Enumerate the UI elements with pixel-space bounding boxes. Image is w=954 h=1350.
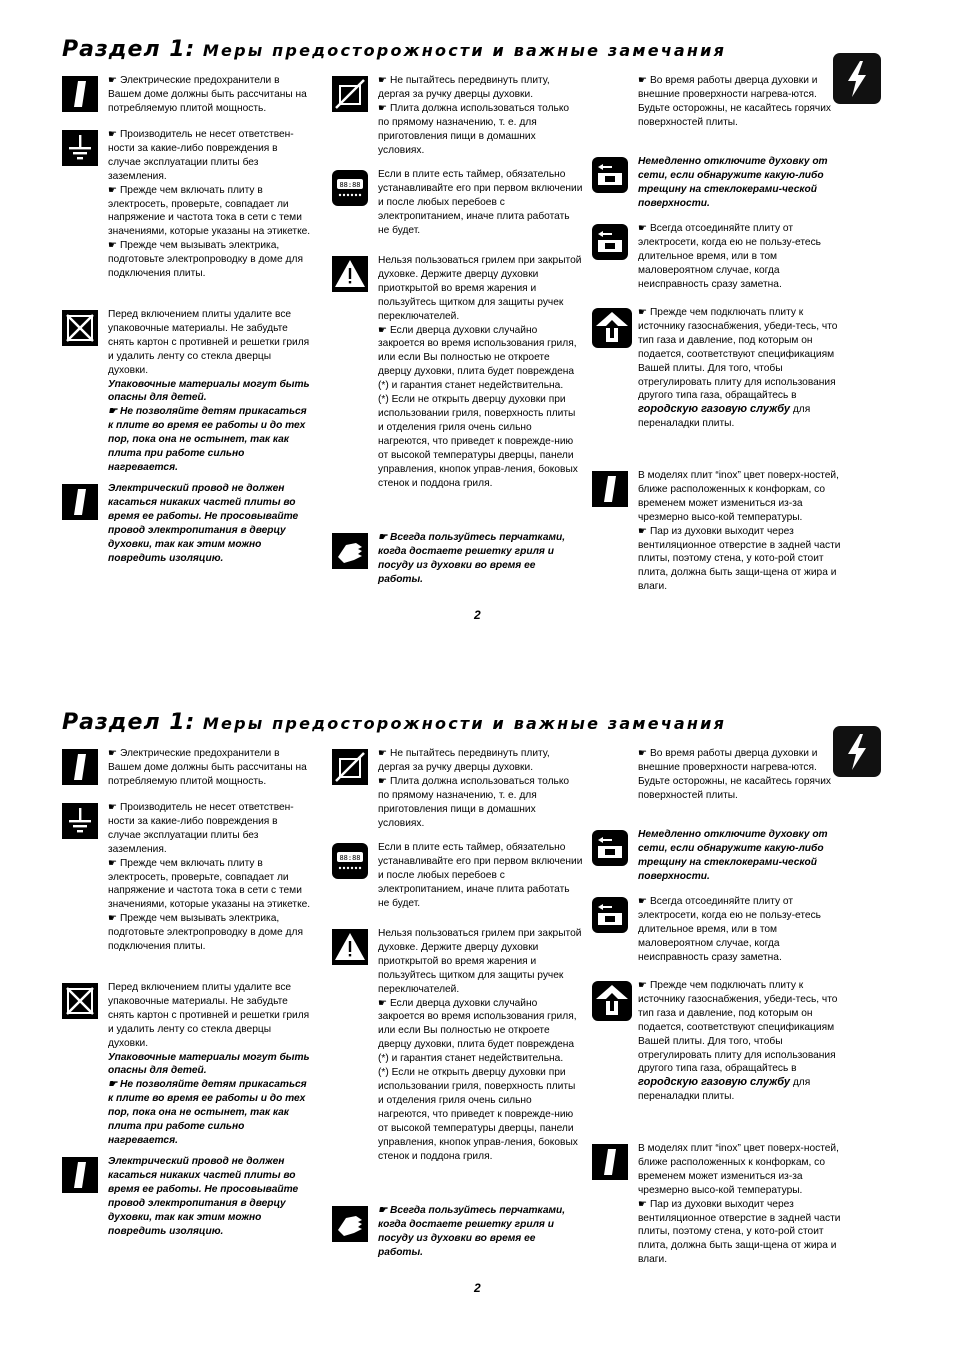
ground-symbol-icon [62, 803, 98, 839]
no-packaging-icon [62, 310, 98, 346]
svg-text:88:88: 88:88 [339, 181, 361, 189]
glove-icon [332, 1206, 368, 1242]
warning-hand-icon [592, 471, 628, 507]
page-number: 2 [474, 608, 481, 622]
page-top: Раздел 1: Меры предосторожности и важные замечания ☛ Электрические предохранители в Вашем доме должны быть рассчитаны на потребляемую плитой мощность. ☛ Производитель не несет ответствен-ности за какие-либо повреждения в случае эксплуатации плиты без заземления. ☛ Прежде чем включать плиту в электросеть, проверьте, совпадает ли напряжение и частота тока в сети с теми значениями, которые указаны на этикетке. ☛ Прежде чем вызывать электрика, подготовьте электропроводку в доме для подключения плиты. Перед включением плиты удалите все упаковочные материалы. Не забудьте снять картон с противней и решетки гриля и удалить ленту со стекла дверцы духовки. Упаковочные материалы могут быть опасны для детей. ☛ Не позволяйте детям прикасаться к плите во время ее работы и до тех пор, пока она не остынет, так как плита при работе сильно нагревается. Электрический провод не должен касаться никаких частей плиты во время ее работы. Не просовывайте провод электропитания в дверцу духовки, так как этим можно повредить изоляцию. ☛ Не пытайтесь передвинуть плиту, дергая за ручку дверцы духовки. ☛ Плита должна использоваться только по прямому назначению, т. е. для приготовления пищи в домашних условиях. 88:88 Если в плите есть таймер, обязательно устанавливайте его при первом включении и после любых перебоев с электропитанием, иначе плита работать не будет. Нельзя пользоваться грилем при закрытой духовке. Держите дверцу духовки приоткрытой во время жарения и пользуйтесь щитком для защиты ручек переключателей. ☛ Если дверца духовки случайно закроется во время использования гриля, или если Вы полностью не откроете дверцу духовки, плита будет повреждена (*) и гарантия станет недействительна. (*) Если не открыть дверцу духовки при использовании гриля, поверхность плиты и отделения гриля очень сильно нагреются, что приведет к поврежде-нию от высокой температуры дверцы, панели управления, кнопок управ-ления, боковых стенок и поддона гриля. ☛ Всегда пользуйтесь перчатками, когда достаете решетку гриля и посуду из духовки во время ее работы. ☛ Во время работы дверца духовки и внешние проверхности нагрева-ются. Будьте осторожны, не касайтесь горячих поверхностей плиты. Немедленно отключите духовку от сети, если обнаружите какую-либо трещину на стеклокерами-ческой поверхности. ☛ Всегда отсоединяйте плиту от электросети, когда ею не пользу-етесь длительное время, или в том маловероятном случае, когда неисправность сразу заметна. ☛ Прежде чем подключать плиту к источнику газоснабжения, убеди-тесь, что тип газа и давление, под которым он подается, соответствуют спецификациям Вашей плиты. Для того, чтобы отрегулировать плиту для использования другого типа газа, обращайтесь в городскую газовую службу для перенaладки плиты. В моделях плит “inox” цвет поверх-ностей, ближе расположенных к конфоркам, со временем может измениться из-за чрезмерно высо-кой температуры. ☛ Пар из духовки выходит через вентиляционное отверстие в задней части плиты, поэтому стена, у кото-рой стоит плита, должна быть защи-щена от жира и влаги. 2 [0, 0, 954, 670]
page-bottom: Раздел 1: Меры предосторожности и важные замечания ☛ Электрические предохранители в Вашем доме должны быть рассчитаны на потребляемую плитой мощность. ☛ Производитель не несет ответствен-ности за какие-либо повреждения в случае эксплуатации плиты без заземления. ☛ Прежде чем включать плиту в электросеть, проверьте, совпадает ли напряжение и частота тока в сети с теми значениями, которые указаны на этикетке. ☛ Прежде чем вызывать электрика, подготовьте электропроводку в доме для подключения плиты. Перед включением плиты удалите все упаковочные материалы. Не забудьте снять картон с противней и решетки гриля и удалить ленту со стекла дверцы духовки. Упаковочные материалы могут быть опасны для детей. ☛ Не позволяйте детям прикасаться к плите во время ее работы и до тех пор, пока она не остынет, так как плита при работе сильно нагревается. Электрический провод не должен касаться никаких частей плиты во время ее работы. Не просовывайте провод электропитания в дверцу духовки, так как этим можно повредить изоляцию. ☛ Не пытайтесь передвинуть плиту, дергая за ручку дверцы духовки. ☛ Плита должна использоваться только по прямому назначению, т. е. для приготовления пищи в домашних условиях. 88:88 Если в плите есть таймер, обязательно устанавливайте его при первом включении и после любых перебоев с электропитанием, иначе плита работать не будет. Нельзя пользоваться грилем при закрытой духовке. Держите дверцу духовки приоткрытой во время жарения и пользуйтесь щитком для защиты ручек переключателей. ☛ Если дверца духовки случайно закроется во время использования гриля, или если Вы полностью не откроете дверцу духовки, плита будет повреждена (*) и гарантия станет недействительна. (*) Если не открыть дверцу духовки при использовании гриля, поверхность плиты и отделения гриля очень сильно нагреются, что приведет к поврежде-нию от высокой температуры дверцы, панели управления, кнопок управ-ления, боковых стенок и поддона гриля. ☛ Всегда пользуйтесь перчатками, когда достаете решетку гриля и посуду из духовки во время ее работы. ☛ Во время работы дверца духовки и внешние проверхности нагрева-ются. Будьте осторожны, не касайтесь горячих поверхностей плиты. Немедленно отключите духовку от сети, если обнаружите какую-либо трещину на стеклокерами-ческой поверхности. ☛ Всегда отсоединяйте плиту от электросети, когда ею не пользу-етесь длительное время, или в том маловероятном случае, когда неисправность сразу заметна. ☛ Прежде чем подключать плиту к источнику газоснабжения, убеди-тесь, что тип газа и давление, под которым он подается, соответствуют спецификациям Вашей плиты. Для того, чтобы отрегулировать плиту для использования другого типа газа, обращайтесь в городскую газовую службу для перенaладки плиты. В моделях плит “inox” цвет поверх-ностей, ближе расположенных к конфоркам, со временем может измениться из-за чрезмерно высо-кой температуры. ☛ Пар из духовки выходит через вентиляционное отверстие в задней части плиты, поэтому стена, у кото-рой стоит плита, должна быть защи-щена от жира и влаги. 2 [0, 673, 954, 1343]
warning-hand-icon [62, 749, 98, 785]
no-packaging-icon [62, 983, 98, 1019]
gas-flame-icon [592, 981, 632, 1021]
unplug-icon [592, 830, 628, 866]
glove-icon [332, 533, 368, 569]
unplug-icon [592, 897, 628, 933]
warning-triangle-icon [332, 256, 368, 292]
page-number: 2 [474, 1281, 481, 1295]
no-pulling-door-icon [332, 76, 368, 112]
warning-triangle-icon [332, 929, 368, 965]
section-title: Раздел 1: Меры предосторожности и важные замечания [62, 710, 727, 735]
warning-hand-icon [62, 484, 98, 520]
unplug-icon [592, 224, 628, 260]
no-pulling-door-icon [332, 749, 368, 785]
gas-flame-icon [592, 308, 632, 348]
warning-hand-icon [592, 1144, 628, 1180]
unplug-icon [592, 157, 628, 193]
warning-hand-icon [62, 1157, 98, 1193]
timer-display-icon [332, 170, 368, 206]
warning-hand-icon [62, 76, 98, 112]
section-title: Раздел 1: Меры предосторожности и важные замечания [62, 37, 727, 62]
ground-symbol-icon [62, 130, 98, 166]
svg-text:88:88: 88:88 [339, 854, 361, 862]
timer-display-icon [332, 843, 368, 879]
